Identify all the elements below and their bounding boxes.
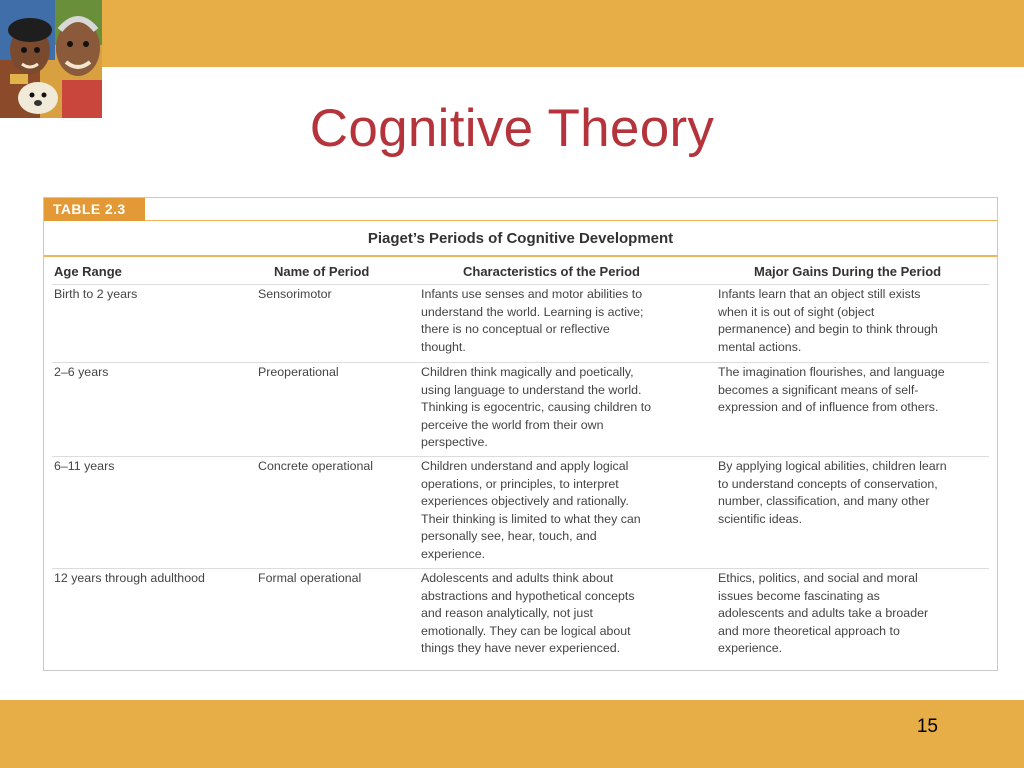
cell-characteristics xyxy=(421,458,641,564)
cell-characteristics xyxy=(421,364,651,452)
text-line: permanence) and begin to think through xyxy=(718,322,938,337)
text-line: things they have never experienced. xyxy=(421,641,621,656)
top-accent-band xyxy=(0,0,1024,67)
text-line: and more theoretical approach to xyxy=(718,623,900,638)
text-line: By applying logical abilities, children learn xyxy=(718,459,947,473)
text-line: understand the world. Learning is active; xyxy=(421,304,644,319)
row-divider xyxy=(52,362,989,363)
text-line: Thinking is egocentric, causing children to xyxy=(421,400,652,415)
bottom-accent-band xyxy=(0,700,1024,768)
text-line: Infants use senses and motor abilities to xyxy=(421,287,643,301)
text-line: mental actions. xyxy=(718,339,802,354)
text-line: number, classification, and many other xyxy=(718,494,930,509)
cell-characteristics xyxy=(421,286,643,356)
text-line: Infants learn that an object still exists xyxy=(718,287,921,301)
row-divider xyxy=(52,456,989,457)
cell-age: 2–6 years xyxy=(54,365,109,379)
text-line: there is no conceptual or reflective xyxy=(421,322,610,337)
cell-period-name: Preoperational xyxy=(258,365,339,379)
row-divider xyxy=(52,568,989,569)
text-line: Adolescents and adults think about xyxy=(421,571,614,585)
text-line: using language to understand the world. xyxy=(421,382,642,397)
text-line: operations, or principles, to interpret xyxy=(421,476,619,491)
text-line: becomes a significant means of self- xyxy=(718,382,919,397)
text-line: Ethics, politics, and social and moral xyxy=(718,571,918,585)
cell-characteristics xyxy=(421,570,635,658)
table-caption: Piaget’s Periods of Cognitive Development xyxy=(367,230,674,247)
cell-gains xyxy=(718,364,945,417)
text-line: personally see, hear, touch, and xyxy=(421,529,597,544)
text-line: The imagination flourishes, and language xyxy=(718,365,945,379)
cell-period-name: Concrete operational xyxy=(258,459,374,473)
text-line: Children think magically and poetically, xyxy=(421,365,634,379)
tag-rule xyxy=(145,220,997,221)
text-line: and reason analytically, not just xyxy=(421,606,593,621)
text-line: Children understand and apply logical xyxy=(421,459,629,473)
text-line: experiences objectively and rationally. xyxy=(421,494,629,509)
header-characteristics: Characteristics of the Period xyxy=(463,264,640,279)
text-line: expression and of influence from others. xyxy=(718,400,939,415)
row-divider xyxy=(52,284,989,285)
cell-age: 12 years through adulthood xyxy=(54,571,205,585)
text-line: adolescents and adults take a broader xyxy=(718,606,929,621)
cell-age: Birth to 2 years xyxy=(54,287,138,301)
text-line: when it is out of sight (object xyxy=(718,304,875,319)
text-line: perspective. xyxy=(421,435,488,450)
text-line: emotionally. They can be logical about xyxy=(421,623,631,638)
text-line: to understand concepts of conservation, xyxy=(718,476,938,491)
header-age-range: Age Range xyxy=(54,264,122,279)
header-name-of-period: Name of Period xyxy=(274,264,370,279)
cell-period-name: Formal operational xyxy=(258,571,362,585)
cell-gains xyxy=(718,286,938,356)
header-rule xyxy=(44,255,997,257)
text-line: issues become fascinating as xyxy=(718,588,880,603)
cell-period-name: Sensorimotor xyxy=(258,287,332,301)
text-line: experience. xyxy=(718,641,783,656)
cell-gains xyxy=(718,570,928,658)
cell-gains xyxy=(718,458,947,528)
page-number: 15 xyxy=(916,716,938,737)
header-major-gains: Major Gains During the Period xyxy=(754,264,942,279)
cell-age: 6–11 years xyxy=(54,459,115,473)
table-figure xyxy=(43,197,998,671)
text-line: experience. xyxy=(421,546,486,561)
text-line: perceive the world from their own xyxy=(421,417,604,432)
table-number-tag: TABLE 2.3 xyxy=(44,198,145,221)
slide-title: Cognitive Theory xyxy=(309,99,715,158)
text-line: Their thinking is limited to what they can xyxy=(421,511,641,526)
text-line: thought. xyxy=(421,339,466,354)
text-line: abstractions and hypothetical concepts xyxy=(421,588,635,603)
text-line: scientific ideas. xyxy=(718,511,803,526)
